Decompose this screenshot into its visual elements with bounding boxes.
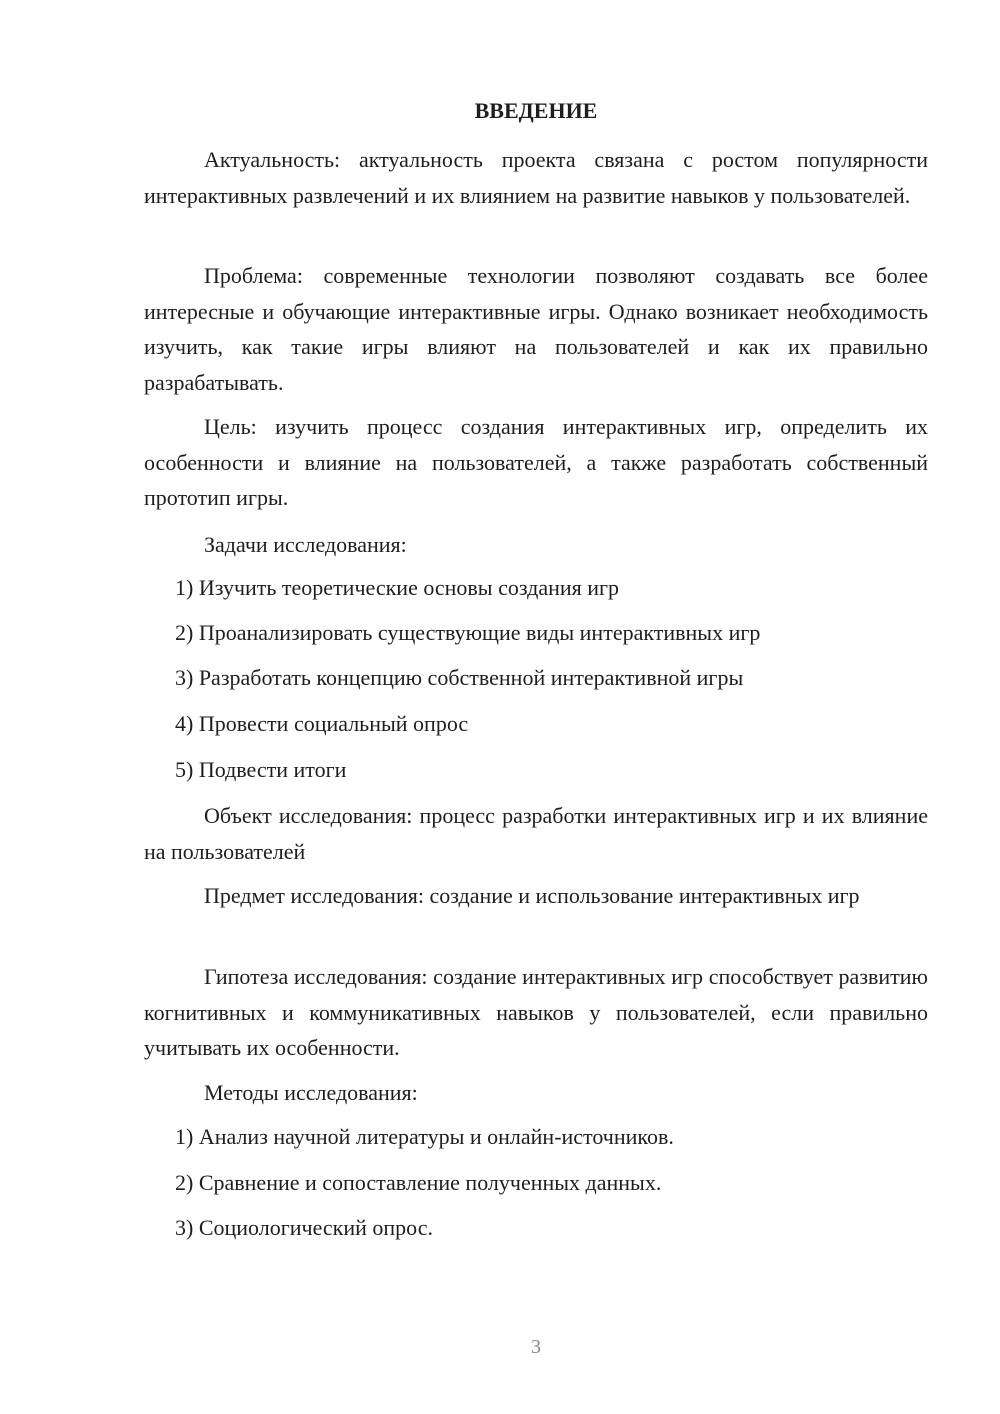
task-item: 4) Провести социальный опрос [175, 711, 469, 736]
paragraph-subject: Предмет исследования: создание и использование интерактивных игр [204, 883, 860, 908]
tasks-title: Задачи исследования: [204, 532, 407, 557]
task-item: 1) Изучить теоретические основы создания игр [175, 575, 620, 600]
task-item: 3) Разработать концепцию собственной интерактивной игры [175, 665, 744, 690]
task-item: 2) Проанализировать существующие виды интерактивных игр [175, 620, 761, 645]
methods-title: Методы исследования: [204, 1080, 418, 1105]
paragraph-hypothesis: Гипотеза исследования: создание интерактивных игр способствует развитию когнитивных и коммуникативных навыков у пользователей, если правильно учитывать их особенности. [144, 964, 928, 1060]
page-number: 3 [531, 1336, 541, 1358]
paragraph-problem: Проблема: современные технологии позволяют создавать все более интересные и обучающие интерактивные игры. Однако возникает необходимость изучить, как такие игры влияют на пользователей и как их правильно разрабатывать. [144, 263, 928, 395]
paragraph-goal: Цель: изучить процесс создания интерактивных игр, определить их особенности и влияние на пользователей, а также разработать собственный прототип игры. [144, 414, 928, 510]
paragraph-object: Объект исследования: процесс разработки интерактивных игр и их влияние на пользователей [144, 803, 928, 864]
method-item: 3) Социологический опрос. [175, 1215, 433, 1240]
method-item: 1) Анализ научной литературы и онлайн-источников. [175, 1124, 674, 1149]
section-heading: ВВЕДЕНИЕ [474, 98, 598, 123]
task-item: 5) Подвести итоги [175, 757, 347, 782]
method-item: 2) Сравнение и сопоставление полученных данных. [175, 1170, 662, 1195]
paragraph-relevance: Актуальность: актуальность проекта связана с ростом популярности интерактивных развлечений и их влиянием на развитие навыков у пользователей. [144, 147, 928, 208]
